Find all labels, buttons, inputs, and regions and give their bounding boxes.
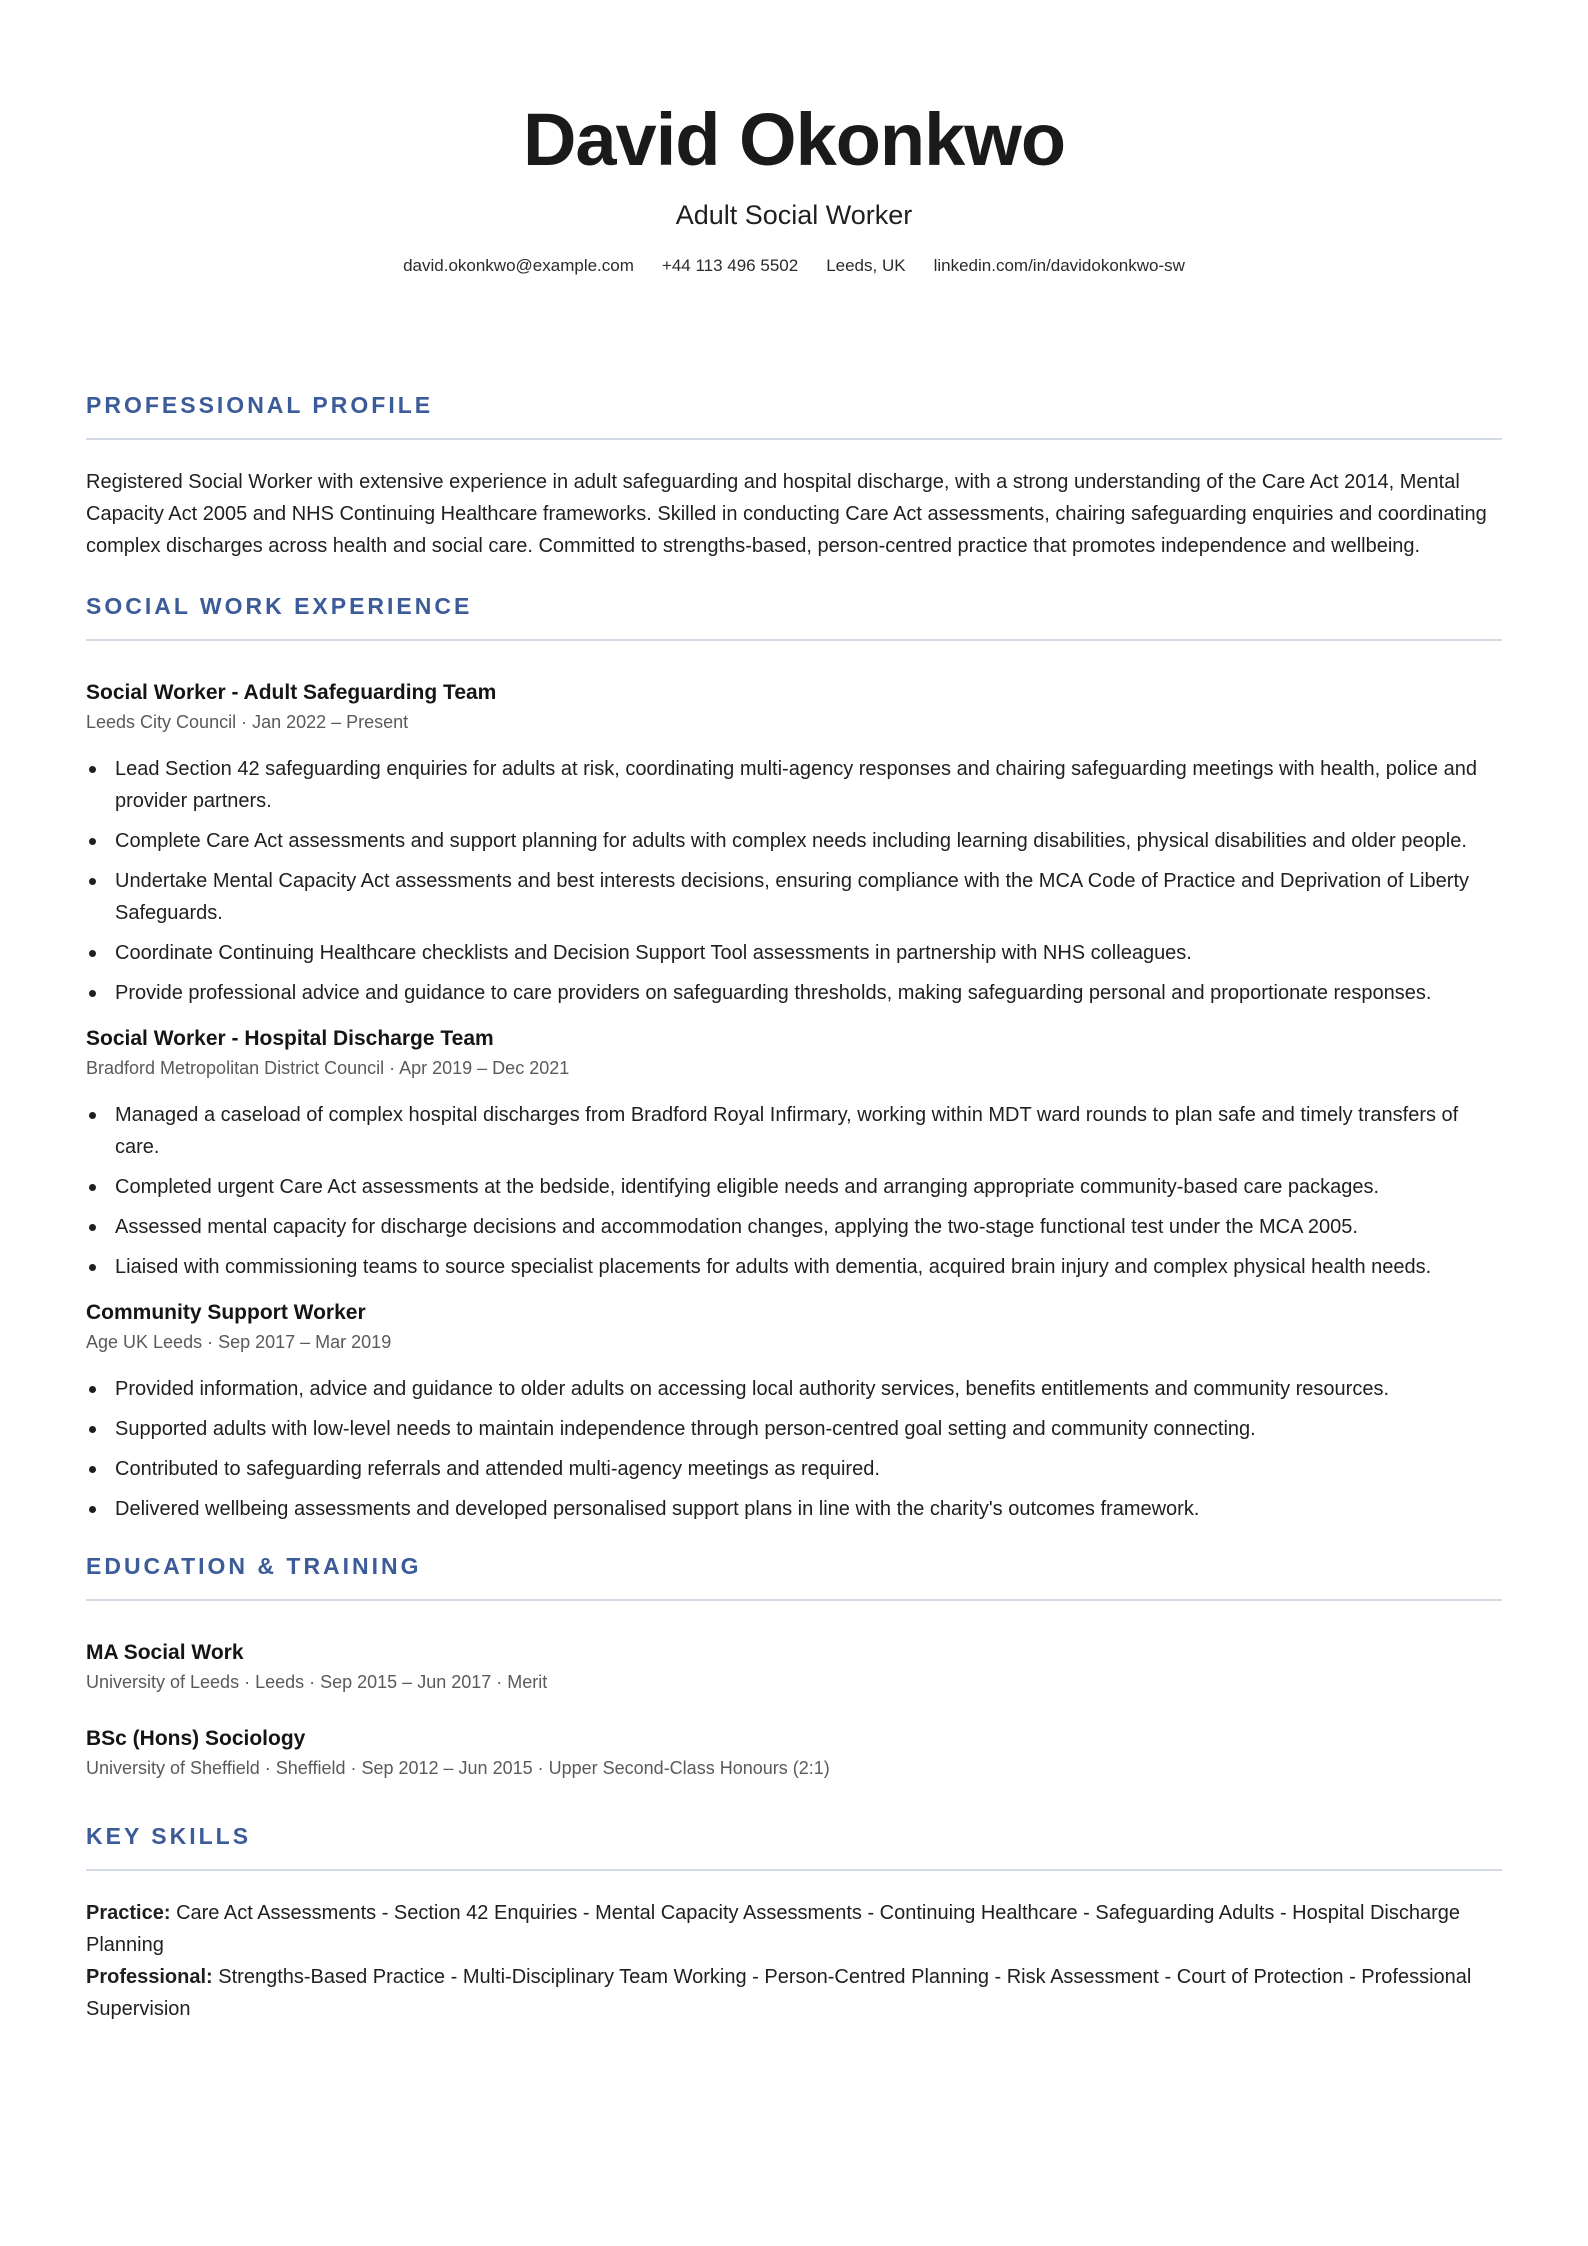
list-item: Managed a caseload of complex hospital discharges from Bradford Royal Infirmary, working within MDT ward rounds to plan safe and timely transfers of care. [86,1099,1502,1163]
contact-linkedin[interactable]: linkedin.com/in/davidokonkwo-sw [933,256,1185,275]
job-title: Community Support Worker [86,1301,366,1324]
skills-practice [86,1897,1502,1961]
degree-title: MA Social Work [86,1641,244,1664]
profile-heading: PROFESSIONAL PROFILE [86,392,434,418]
list-item: Completed urgent Care Act assessments at the bedside, identifying eligible needs and arranging appropriate community-based care packages. [86,1171,1502,1203]
contact-phone[interactable]: +44 113 496 5502 [661,256,799,275]
contact-details [86,254,1502,278]
degree-meta: University of Leeds · Leeds · Sep 2015 – Jun 2017 · Merit [86,1672,548,1692]
experience-heading: SOCIAL WORK EXPERIENCE [86,593,473,619]
section-divider [86,639,1502,641]
degree-meta: University of Sheffield · Sheffield · Sep 2012 – Jun 2015 · Upper Second-Class Honours (2:1) [86,1758,830,1778]
section-divider [86,1599,1502,1601]
experience-section [86,591,1502,1525]
list-item: Supported adults with low-level needs to maintain independence through person-centred goal setting and community connecting. [86,1413,1502,1445]
skills-professional-text: Strengths-Based Practice - Multi-Disciplinary Team Working - Person-Centred Planning - Risk Assessment - Court of Protection - Professional Supervision [86,1966,1472,2020]
job-entry [86,679,1502,1009]
list-item: Undertake Mental Capacity Act assessments and best interests decisions, ensuring compliance with the MCA Code of Practice and Deprivation of Liberty Safeguards. [86,865,1502,929]
skills-practice-text: Care Act Assessments - Section 42 Enquiries - Mental Capacity Assessments - Continuing Healthcare - Safeguarding Adults - Hospital Discharge Planning [86,1902,1461,1956]
resume-header [86,0,1502,278]
list-item: Provide professional advice and guidance to care providers on safeguarding thresholds, making safeguarding personal and proportionate responses. [86,977,1502,1009]
list-item: Provided information, advice and guidance to older adults on accessing local authority services, benefits entitlements and community resources. [86,1373,1502,1405]
skills-section [86,1821,1502,2025]
candidate-role: Adult Social Worker [675,200,913,230]
job-title: Social Worker - Adult Safeguarding Team [86,681,497,704]
job-meta: Leeds City Council · Jan 2022 – Present [86,712,409,732]
skills-heading: KEY SKILLS [86,1823,252,1849]
list-item: Complete Care Act assessments and support planning for adults with complex needs including learning disabilities, physical disabilities and older people. [86,825,1502,857]
profile-text: Registered Social Worker with extensive experience in adult safeguarding and hospital discharge, with a strong understanding of the Care Act 2014, Mental Capacity Act 2005 and NHS Continuing Healthcare frameworks. Skilled in conducting Care Act assessments, chairing safeguarding enquiries and coordinating complex discharges across health and social care. Committed to strengths-based, person-centred practice that promotes independence and wellbeing. [86,471,1487,557]
list-item: Liaised with commissioning teams to source specialist placements for adults with dementia, acquired brain injury and complex physical health needs. [86,1251,1502,1283]
candidate-name: David Okonkwo [522,98,1066,181]
job-meta: Bradford Metropolitan District Council · Apr 2019 – Dec 2021 [86,1058,570,1078]
list-item: Lead Section 42 safeguarding enquiries for adults at risk, coordinating multi-agency responses and chairing safeguarding meetings with health, police and provider partners. [86,753,1502,817]
education-entry [86,1725,1502,1781]
job-bullets [86,1373,1502,1525]
job-entry [86,1025,1502,1283]
list-item: Assessed mental capacity for discharge decisions and accommodation changes, applying the two-stage functional test under the MCA 2005. [86,1211,1502,1243]
contact-email[interactable]: david.okonkwo@example.com [403,256,634,275]
section-divider [86,438,1502,440]
list-item: Contributed to safeguarding referrals and attended multi-agency meetings as required. [86,1453,1502,1485]
section-divider [86,1869,1502,1871]
job-entry [86,1299,1502,1525]
list-item: Delivered wellbeing assessments and developed personalised support plans in line with the charity's outcomes framework. [86,1493,1502,1525]
list-item: Coordinate Continuing Healthcare checklists and Decision Support Tool assessments in partnership with NHS colleagues. [86,937,1502,969]
job-meta: Age UK Leeds · Sep 2017 – Mar 2019 [86,1332,392,1352]
education-section [86,1551,1502,1781]
degree-title: BSc (Hons) Sociology [86,1727,306,1750]
education-heading: EDUCATION & TRAINING [86,1553,422,1579]
education-entry [86,1639,1502,1695]
profile-section [86,390,1502,562]
job-bullets [86,1099,1502,1283]
job-title: Social Worker - Hospital Discharge Team [86,1027,494,1050]
contact-location: Leeds, UK [826,256,906,275]
job-bullets [86,753,1502,1009]
skills-professional [86,1961,1502,2025]
skills-practice-label: Practice: [86,1902,171,1924]
skills-professional-label: Professional: [86,1966,213,1988]
